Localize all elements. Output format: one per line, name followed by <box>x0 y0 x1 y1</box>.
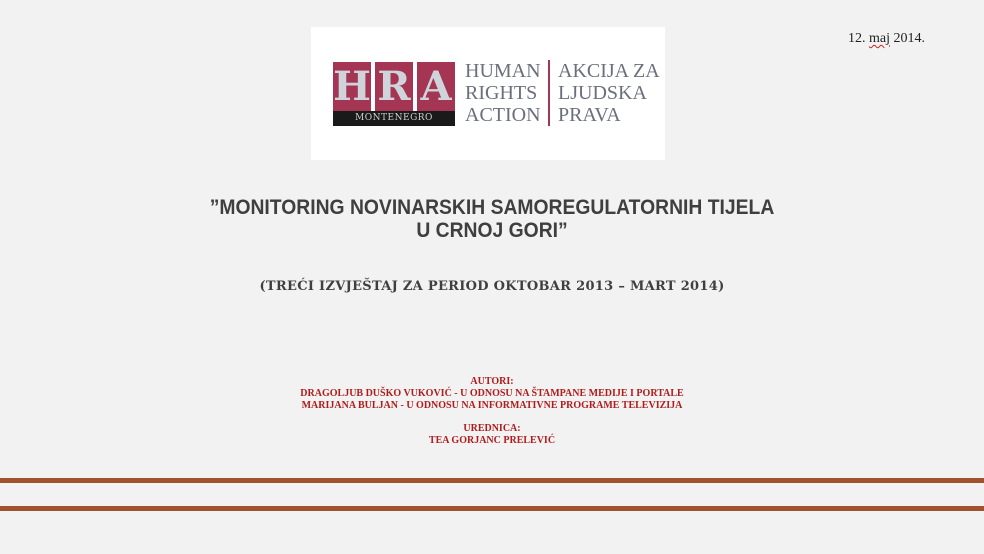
document-title: ”MONITORING NOVINARSKIH SAMOREGULATORNIH TIJELA U CRNOJ GORI” <box>209 196 775 242</box>
author-line: DRAGOLJUB DUŠKO VUKOVIĆ - U ODNOSU NA ŠTAMPANE MEDIJE I PORTALE <box>300 388 684 399</box>
document-subtitle: (TREĆI IZVJEŠTAJ ZA PERIOD OKTOBAR 2013 – MART 2014) <box>259 279 725 294</box>
logo-english-text: HUMAN RIGHTS ACTION <box>465 60 541 126</box>
editor-name: TEA GORJANC PRELEVIĆ <box>428 435 556 446</box>
logo-strip: MONTENEGRO <box>333 111 455 126</box>
logo-letter: H <box>333 63 371 110</box>
author-line: MARIJANA BULJAN - U ODNOSU NA INFORMATIVNE PROGRAME TELEVIZIJA <box>301 400 683 411</box>
hra-logo-mark <box>333 62 455 126</box>
spellcheck-underlined-word[interactable]: maj <box>869 31 890 46</box>
divider-rule-top <box>0 478 984 483</box>
hra-logo <box>311 27 665 160</box>
credits-block <box>0 376 984 447</box>
divider-rule-bottom <box>0 506 984 511</box>
editor-heading: UREDNICA: <box>463 423 521 434</box>
logo-montenegrin-text: AKCIJA ZA LJUDSKA PRAVA <box>558 60 660 126</box>
logo-divider <box>548 60 550 126</box>
logo-letter: A <box>417 62 455 111</box>
logo-letter: R <box>375 62 413 111</box>
authors-heading: AUTORI: <box>470 376 514 387</box>
document-date: 12. maj 2014. <box>848 31 925 46</box>
